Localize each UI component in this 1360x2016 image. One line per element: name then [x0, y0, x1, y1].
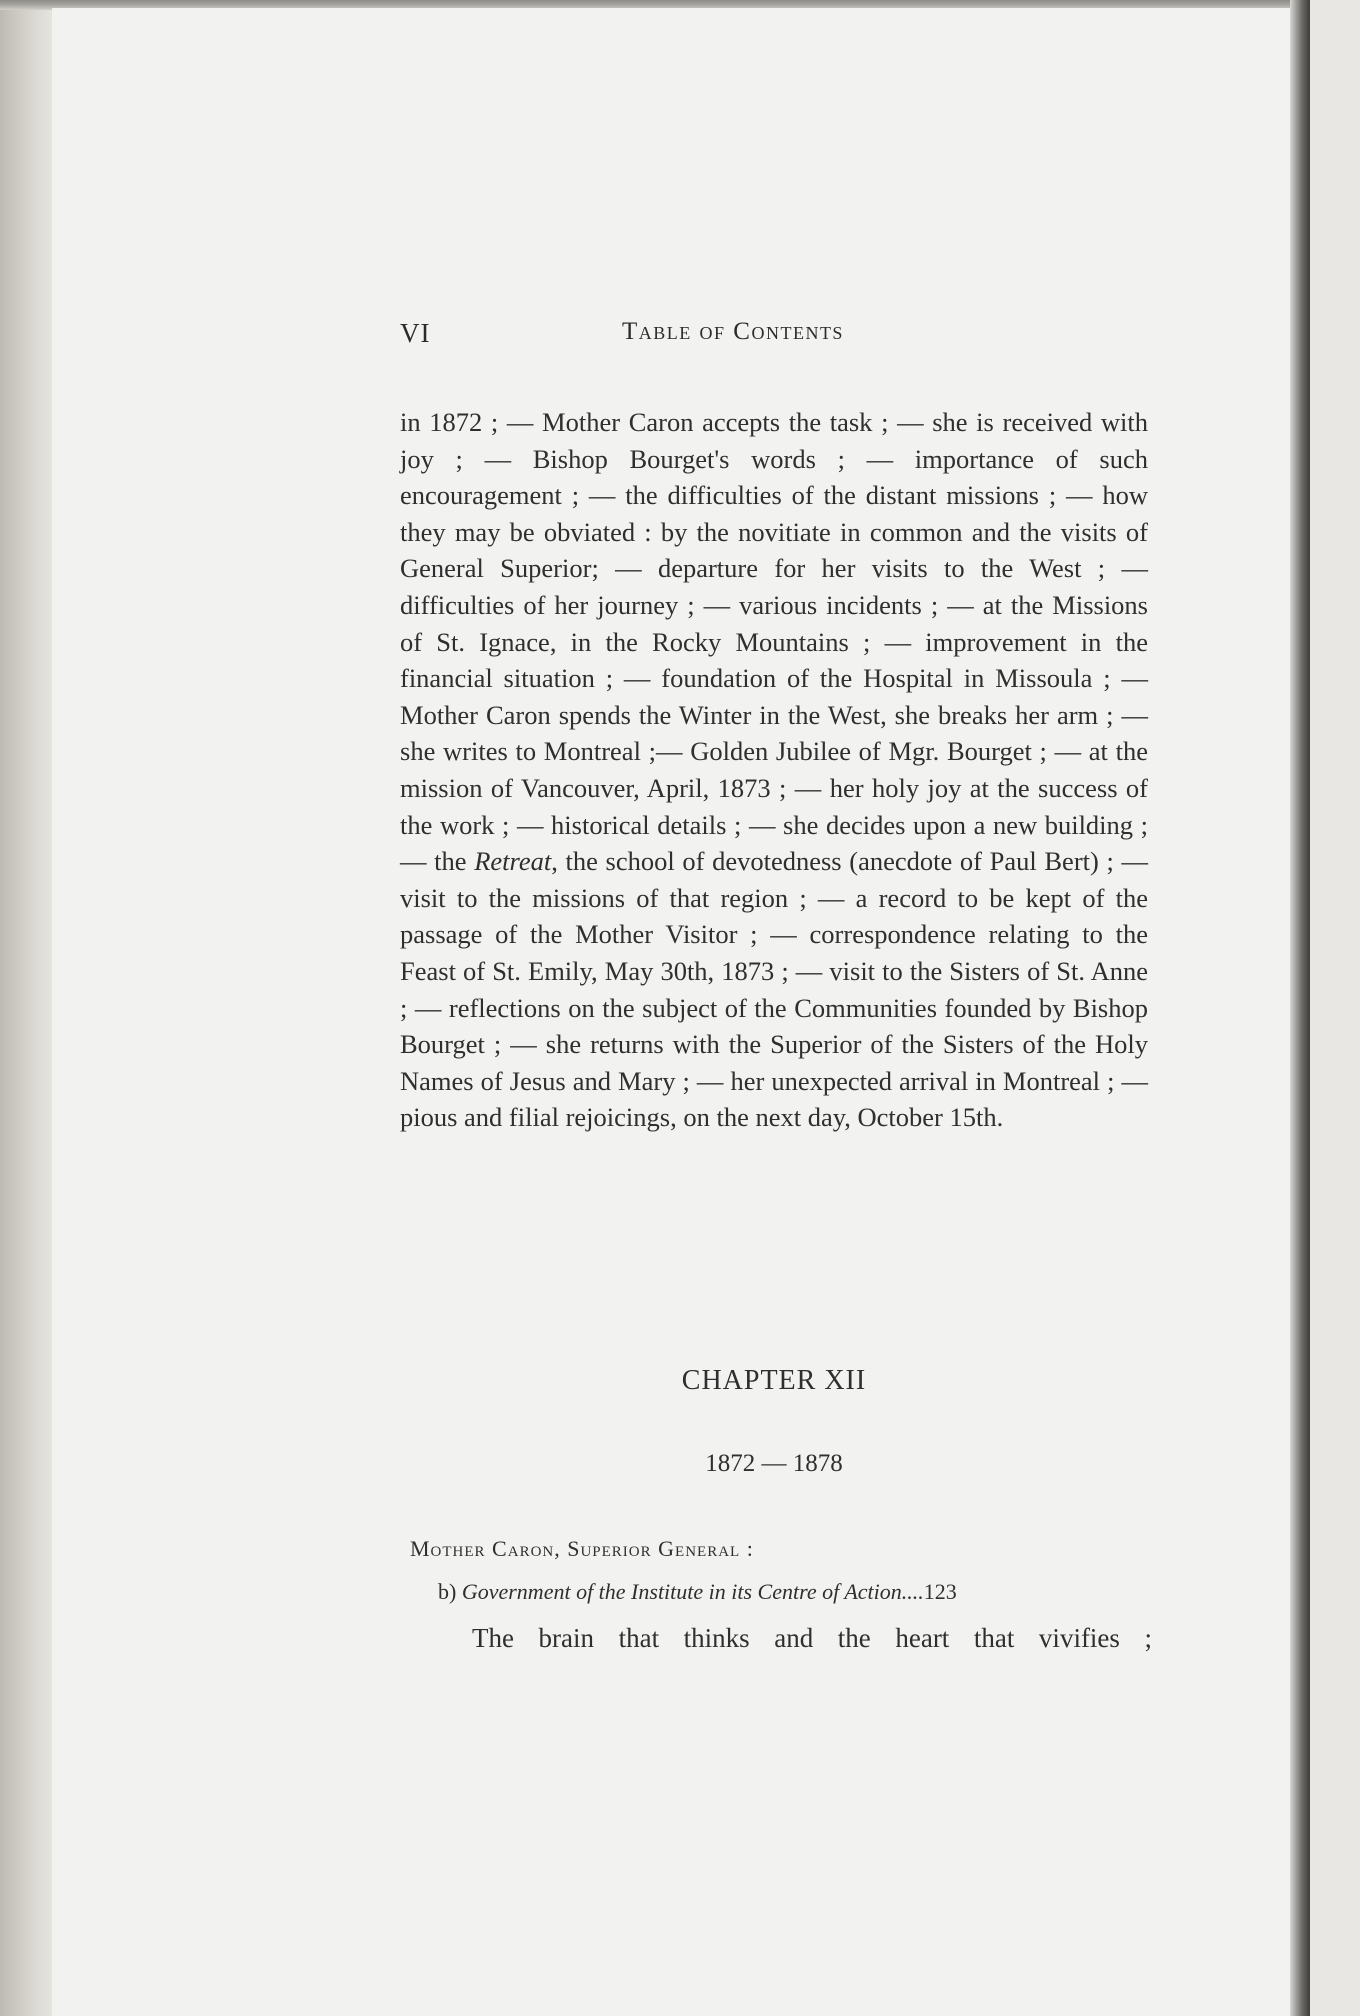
running-head	[400, 318, 1160, 358]
toc-text-part-1: in 1872 ; — Mother Caron accepts the task ; — she is received with joy ; — Bishop Bourget's words ; — importance of such encouragement ; — the difficulties of the distant missions ; — how they may be obviated : by the novitiate in common and the visits of General Superior; — departure for her visits to the West ; — difficulties of her journey ; — various incidents ; — at the Missions of St. Ignace, in the Rocky Mountains ; — improvement in the financial situation ; — foundation of the Hospital in Missoula ; — Mother Caron spends the Winter in the West, she breaks her arm ; — she writes to Montreal ;— Golden Jubilee of Mgr. Bourget ; — at the mission of Vancouver, April, 1873 ; — her holy joy at the success of the work ; — historical details ; — she decides upon a new building ; — the	[400, 407, 1148, 877]
toc-entry-page: 123	[923, 1579, 957, 1604]
toc-paragraph	[400, 404, 1148, 1136]
toc-text-part-2: , the school of devotedness (anecdote of Paul Bert) ; — visit to the missions of that region ; — a record to be kept of the passage of the Mother Visitor ; — correspondence relating to the Feast of St. Emily, May 30th, 1873 ; — visit to the Sisters of St. Anne ; — reflections on the subject of the Communities founded by Bishop Bourget ; — she returns with the Superior of the Sisters of the Holy Names of Jesus and Mary ; — her unexpected arrival in Montreal ; — pious and filial rejoicings, on the next day, October 15th.	[400, 846, 1148, 1133]
toc-entry-leader: ....	[901, 1579, 924, 1604]
toc-text-italic: Retreat	[474, 846, 552, 877]
chapter-years: 1872 — 1878	[705, 1450, 843, 1477]
page-number: VI	[400, 318, 431, 348]
next-page-edge	[1310, 0, 1360, 2016]
continuation-text: The brain that thinks and the heart that vivifies ;	[472, 1623, 1152, 1653]
toc-entry-title: Government of the Institute in its Centre of Action	[461, 1579, 902, 1604]
section-heading: Mother Caron, Superior General :	[410, 1536, 754, 1561]
chapter-title: CHAPTER XII	[681, 1365, 867, 1396]
toc-entry-label: b)	[438, 1579, 462, 1604]
book-spine-edge	[0, 0, 52, 2016]
toc-entry	[438, 1579, 1158, 1605]
running-title: Table of Contents	[622, 318, 844, 345]
page-gutter-shadow	[1290, 0, 1310, 2016]
